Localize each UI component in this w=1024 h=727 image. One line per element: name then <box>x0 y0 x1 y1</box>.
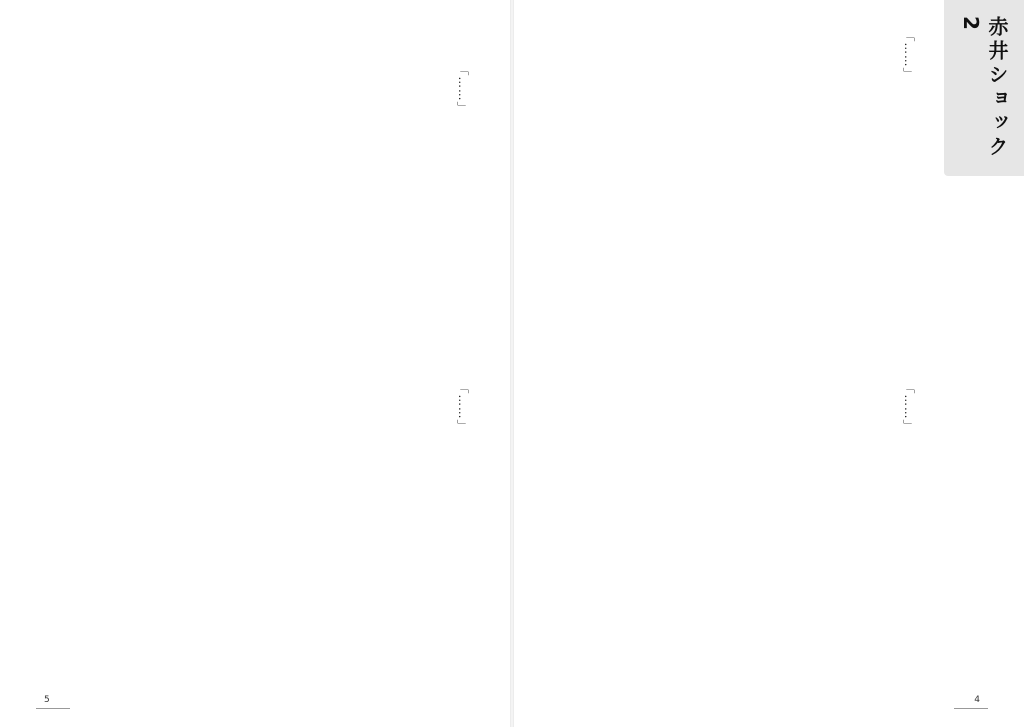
left-page <box>0 0 510 727</box>
chapter-title: 赤井ショック2 <box>959 16 1009 160</box>
right-footer-rule <box>954 708 988 709</box>
left-page-top-column: 「……」 <box>456 64 470 114</box>
left-page-bottom-column: 「……」 <box>456 382 470 432</box>
right-page-bottom-column: 「……」 <box>902 382 916 432</box>
right-page-top-column: 「……」 <box>902 30 916 80</box>
right-page <box>514 0 1024 727</box>
chapter-tab <box>944 0 1024 176</box>
left-page-number: 5 <box>44 695 50 705</box>
right-page-number: 4 <box>974 695 980 705</box>
left-footer-rule <box>36 708 70 709</box>
